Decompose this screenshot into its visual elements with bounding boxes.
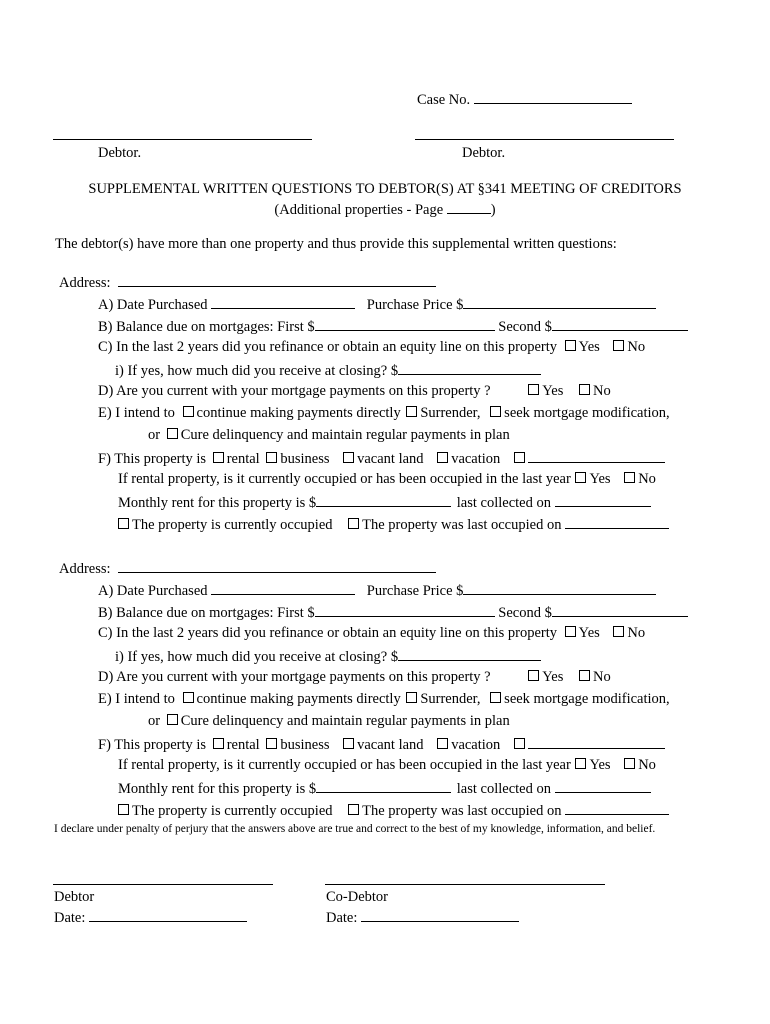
closing-amount-row bbox=[115, 646, 541, 666]
monthly-rent-field[interactable] bbox=[316, 492, 451, 507]
property-type-label: F) This property is bbox=[98, 737, 207, 753]
balance-row bbox=[98, 316, 688, 336]
property-type-row bbox=[98, 448, 665, 468]
balance-first-field[interactable] bbox=[315, 602, 495, 617]
currently-occupied-label: The property is currently occupied bbox=[132, 517, 333, 533]
rental-label: rental bbox=[226, 737, 260, 753]
yes-label: Yes bbox=[578, 339, 600, 355]
business-label: business bbox=[280, 451, 330, 467]
currently-occupied-label: The property is currently occupied bbox=[132, 803, 333, 819]
refinance-no-checkbox[interactable] bbox=[613, 340, 624, 351]
last-collected-label: last collected on bbox=[456, 781, 551, 797]
surrender-checkbox[interactable] bbox=[406, 692, 417, 703]
continue-payments-checkbox[interactable] bbox=[183, 406, 194, 417]
business-checkbox[interactable] bbox=[266, 452, 277, 463]
co-debtor-date-field[interactable] bbox=[361, 907, 519, 922]
balance-first-label: B) Balance due on mortgages: First $ bbox=[98, 605, 315, 621]
no-label: No bbox=[638, 471, 656, 487]
purchase-price-label: Purchase Price $ bbox=[366, 297, 464, 313]
address-row bbox=[59, 558, 436, 578]
refinance-label: C) In the last 2 years did you refinance or obtain an equity line on this property bbox=[98, 625, 558, 641]
refinance-no-checkbox[interactable] bbox=[613, 626, 624, 637]
subtitle-suffix: ) bbox=[490, 202, 496, 218]
or-label: or bbox=[148, 427, 161, 443]
occupied-no-checkbox[interactable] bbox=[624, 472, 635, 483]
seek-modification-label: seek mortgage modification, bbox=[504, 691, 670, 707]
current-payments-label: D) Are you current with your mortgage payments on this property ? bbox=[98, 383, 491, 399]
monthly-rent-row bbox=[118, 778, 651, 798]
occupied-yes-checkbox[interactable] bbox=[575, 758, 586, 769]
last-occupied-field[interactable] bbox=[565, 514, 669, 529]
date-purchased-label: A) Date Purchased bbox=[98, 583, 208, 599]
last-occupied-label: The property was last occupied on bbox=[362, 803, 562, 819]
address-label: Address: bbox=[59, 561, 111, 577]
cure-row bbox=[148, 712, 510, 730]
debtor-date-field[interactable] bbox=[89, 907, 247, 922]
case-number-label: Case No. bbox=[417, 92, 471, 108]
intent-row bbox=[98, 690, 670, 708]
occupancy-row bbox=[118, 800, 669, 820]
cure-delinquency-label: Cure delinquency and maintain regular payments in plan bbox=[180, 427, 510, 443]
no-label: No bbox=[638, 757, 656, 773]
debtor-left-label: Debtor. bbox=[98, 145, 142, 161]
other-type-checkbox[interactable] bbox=[514, 738, 525, 749]
continue-payments-label: continue making payments directly bbox=[196, 405, 401, 421]
case-number-field[interactable] bbox=[474, 89, 632, 104]
no-label: No bbox=[627, 339, 646, 355]
continue-payments-checkbox[interactable] bbox=[183, 692, 194, 703]
other-type-checkbox[interactable] bbox=[514, 452, 525, 463]
monthly-rent-row bbox=[118, 492, 651, 512]
currently-occupied-checkbox[interactable] bbox=[118, 518, 129, 529]
date-purchased-field[interactable] bbox=[211, 294, 355, 309]
cure-delinquency-label: Cure delinquency and maintain regular payments in plan bbox=[180, 713, 510, 729]
current-payments-label: D) Are you current with your mortgage payments on this property ? bbox=[98, 669, 491, 685]
yes-label: Yes bbox=[542, 383, 564, 399]
monthly-rent-label: Monthly rent for this property is $ bbox=[118, 495, 317, 511]
form-title: SUPPLEMENTAL WRITTEN QUESTIONS TO DEBTOR(S) AT §341 MEETING OF CREDITORS bbox=[88, 181, 682, 197]
intent-row bbox=[98, 404, 670, 422]
debtor-left-line[interactable] bbox=[53, 139, 312, 140]
surrender-checkbox[interactable] bbox=[406, 406, 417, 417]
balance-first-field[interactable] bbox=[315, 316, 495, 331]
business-checkbox[interactable] bbox=[266, 738, 277, 749]
occupied-no-checkbox[interactable] bbox=[624, 758, 635, 769]
purchase-price-field[interactable] bbox=[463, 580, 656, 595]
case-number-row bbox=[417, 89, 632, 109]
surrender-label: Surrender, bbox=[420, 405, 481, 421]
subtitle-prefix: (Additional properties - Page bbox=[274, 202, 444, 218]
other-type-field[interactable] bbox=[528, 448, 665, 463]
closing-amount-label: i) If yes, how much did you receive at closing? $ bbox=[115, 649, 399, 665]
rental-label: rental bbox=[226, 451, 260, 467]
rental-checkbox[interactable] bbox=[213, 738, 224, 749]
surrender-label: Surrender, bbox=[420, 691, 481, 707]
rental-occupied-row bbox=[118, 470, 656, 488]
rental-occupied-label: If rental property, is it currently occupied or has been occupied in the last year bbox=[118, 757, 571, 773]
or-label: or bbox=[148, 713, 161, 729]
current-yes-checkbox[interactable] bbox=[528, 670, 539, 681]
last-collected-field[interactable] bbox=[555, 778, 651, 793]
address-field[interactable] bbox=[118, 272, 436, 287]
seek-modification-checkbox[interactable] bbox=[490, 406, 501, 417]
rental-checkbox[interactable] bbox=[213, 452, 224, 463]
vacation-label: vacation bbox=[451, 451, 501, 467]
refinance-yes-checkbox[interactable] bbox=[565, 340, 576, 351]
date-purchased-field[interactable] bbox=[211, 580, 355, 595]
co-debtor-signature-line[interactable] bbox=[325, 884, 605, 885]
vacant-land-checkbox[interactable] bbox=[343, 452, 354, 463]
current-payments-row bbox=[98, 668, 611, 686]
last-collected-label: last collected on bbox=[456, 495, 551, 511]
debtor-right-label: Debtor. bbox=[462, 145, 506, 161]
balance-second-field[interactable] bbox=[552, 602, 688, 617]
intent-label: E) I intend to bbox=[98, 691, 175, 707]
page-number-field[interactable] bbox=[447, 199, 491, 214]
balance-second-label: Second $ bbox=[498, 319, 552, 335]
continue-payments-label: continue making payments directly bbox=[196, 691, 401, 707]
refinance-row bbox=[98, 624, 645, 642]
property-type-label: F) This property is bbox=[98, 451, 207, 467]
yes-label: Yes bbox=[578, 625, 600, 641]
closing-amount-field[interactable] bbox=[398, 360, 541, 375]
address-row bbox=[59, 272, 436, 292]
purchase-price-label: Purchase Price $ bbox=[366, 583, 464, 599]
refinance-label: C) In the last 2 years did you refinance or obtain an equity line on this property bbox=[98, 339, 558, 355]
co-debtor-date-label: Date: bbox=[326, 910, 358, 926]
refinance-row bbox=[98, 338, 645, 356]
address-label: Address: bbox=[59, 275, 111, 291]
business-label: business bbox=[280, 737, 330, 753]
current-no-checkbox[interactable] bbox=[579, 384, 590, 395]
rental-occupied-row bbox=[118, 756, 656, 774]
current-no-checkbox[interactable] bbox=[579, 670, 590, 681]
cure-delinquency-checkbox[interactable] bbox=[167, 714, 178, 725]
yes-label: Yes bbox=[542, 669, 564, 685]
intro-text: The debtor(s) have more than one property and thus provide this supplemental written questions: bbox=[55, 236, 617, 252]
occupied-yes-checkbox[interactable] bbox=[575, 472, 586, 483]
no-label: No bbox=[627, 625, 646, 641]
balance-second-label: Second $ bbox=[498, 605, 552, 621]
last-occupied-label: The property was last occupied on bbox=[362, 517, 562, 533]
vacant-land-checkbox[interactable] bbox=[343, 738, 354, 749]
no-label: No bbox=[592, 383, 611, 399]
balance-second-field[interactable] bbox=[552, 316, 688, 331]
co-debtor-date-row bbox=[326, 907, 519, 927]
refinance-yes-checkbox[interactable] bbox=[565, 626, 576, 637]
vacation-label: vacation bbox=[451, 737, 501, 753]
debtor-signature-label: Debtor bbox=[54, 889, 95, 905]
other-type-field[interactable] bbox=[528, 734, 665, 749]
property-type-row bbox=[98, 734, 665, 754]
current-yes-checkbox[interactable] bbox=[528, 384, 539, 395]
debtor-right-line[interactable] bbox=[415, 139, 674, 140]
currently-occupied-checkbox[interactable] bbox=[118, 804, 129, 815]
last-occupied-checkbox[interactable] bbox=[348, 518, 359, 529]
last-occupied-field[interactable] bbox=[565, 800, 669, 815]
closing-amount-label: i) If yes, how much did you receive at closing? $ bbox=[115, 363, 399, 379]
last-occupied-checkbox[interactable] bbox=[348, 804, 359, 815]
seek-modification-label: seek mortgage modification, bbox=[504, 405, 670, 421]
address-field[interactable] bbox=[118, 558, 436, 573]
vacation-checkbox[interactable] bbox=[437, 452, 448, 463]
vacant-land-label: vacant land bbox=[357, 737, 424, 753]
rental-occupied-label: If rental property, is it currently occupied or has been occupied in the last year bbox=[118, 471, 571, 487]
monthly-rent-label: Monthly rent for this property is $ bbox=[118, 781, 317, 797]
yes-label: Yes bbox=[589, 471, 611, 487]
vacation-checkbox[interactable] bbox=[437, 738, 448, 749]
no-label: No bbox=[592, 669, 611, 685]
intent-label: E) I intend to bbox=[98, 405, 175, 421]
current-payments-row bbox=[98, 382, 611, 400]
co-debtor-signature-label: Co-Debtor bbox=[326, 889, 389, 905]
cure-row bbox=[148, 426, 510, 444]
balance-row bbox=[98, 602, 688, 622]
monthly-rent-field[interactable] bbox=[316, 778, 451, 793]
date-purchased-label: A) Date Purchased bbox=[98, 297, 208, 313]
cure-delinquency-checkbox[interactable] bbox=[167, 428, 178, 439]
closing-amount-row bbox=[115, 360, 541, 380]
seek-modification-checkbox[interactable] bbox=[490, 692, 501, 703]
closing-amount-field[interactable] bbox=[398, 646, 541, 661]
debtor-date-row bbox=[54, 907, 247, 927]
purchase-price-field[interactable] bbox=[463, 294, 656, 309]
perjury-declaration: I declare under penalty of perjury that the answers above are true and correct to the best of my knowledge, information, and belief. bbox=[54, 823, 656, 835]
balance-first-label: B) Balance due on mortgages: First $ bbox=[98, 319, 315, 335]
form-subtitle bbox=[0, 199, 770, 219]
date-purchased-row bbox=[98, 294, 656, 314]
last-collected-field[interactable] bbox=[555, 492, 651, 507]
debtor-signature-line[interactable] bbox=[53, 884, 273, 885]
debtor-date-label: Date: bbox=[54, 910, 86, 926]
occupancy-row bbox=[118, 514, 669, 534]
yes-label: Yes bbox=[589, 757, 611, 773]
date-purchased-row bbox=[98, 580, 656, 600]
vacant-land-label: vacant land bbox=[357, 451, 424, 467]
